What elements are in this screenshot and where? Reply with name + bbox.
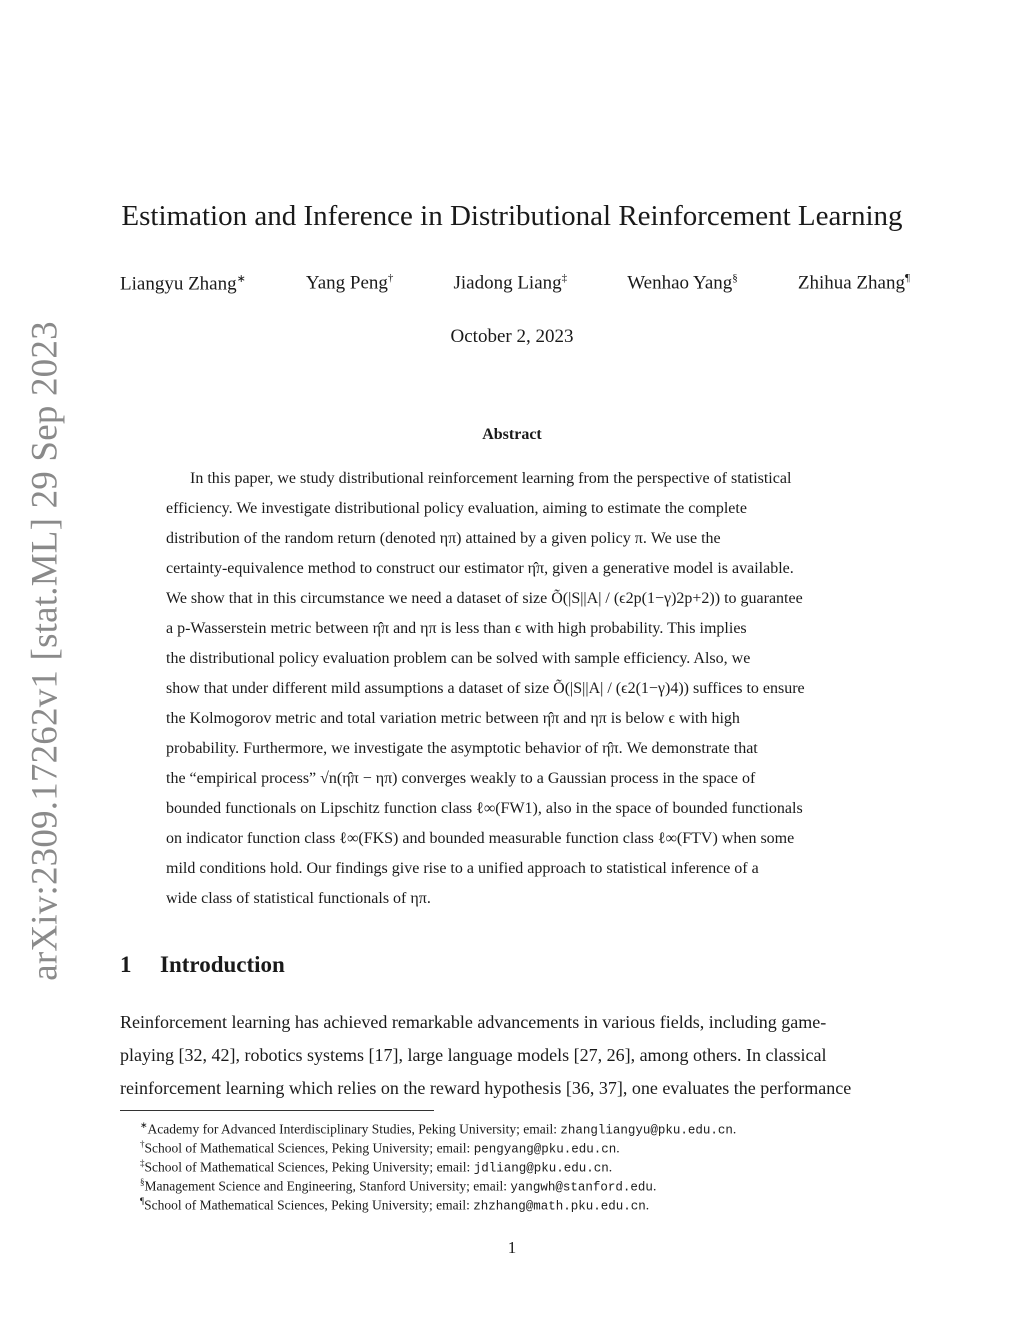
email-link[interactable]: jdliang@pku.edu.cn — [473, 1161, 609, 1176]
abstract-line: In this paper, we study distributional reinforcement learning from the perspective of statistical — [190, 470, 792, 487]
email-link[interactable]: zhzhang@math.pku.edu.cn — [473, 1199, 646, 1214]
abstract-line: bounded functionals on Lipschitz function class ℓ∞(FW1), also in the space of bounded functionals — [166, 800, 803, 817]
intro-body — [120, 1006, 906, 1105]
abstract-line: efficiency. We investigate distributional policy evaluation, aiming to estimate the complete — [166, 500, 747, 517]
abstract-line: certainty-equivalence method to construct our estimator η̂π, given a generative model is available. — [166, 560, 794, 577]
footnote-rule — [120, 1110, 434, 1111]
abstract-line: the distributional policy evaluation problem can be solved with sample efficiency. Also, we — [166, 650, 751, 667]
footnote: ∗Academy for Advanced Interdisciplinary Studies, Peking University; email: zhangliangyu@pku.edu.cn. — [140, 1120, 737, 1138]
abstract-line: wide class of statistical functionals of ηπ. — [166, 890, 431, 907]
footnote: ¶School of Mathematical Sciences, Peking University; email: zhzhang@math.pku.edu.cn. — [140, 1196, 650, 1214]
paper-date: October 2, 2023 — [450, 326, 574, 347]
footnote: †School of Mathematical Sciences, Peking University; email: pengyang@pku.edu.cn. — [140, 1139, 620, 1157]
author: Yang Peng† — [305, 272, 394, 294]
abstract-line: a p-Wasserstein metric between η̂π and ηπ is less than ϵ with high probability. This implies — [166, 620, 747, 637]
abstract-line: the Kolmogorov metric and total variation metric between η̂π and ηπ is below ϵ with high — [166, 710, 740, 727]
email-link[interactable]: zhangliangyu@pku.edu.cn — [560, 1123, 733, 1138]
intro-line: Reinforcement learning has achieved remarkable advancements in various fields, including game- — [120, 1012, 827, 1032]
abstract-line: show that under different mild assumptions a dataset of size Õ(|S||A| / (ϵ2(1−γ)4)) suffices to ensure — [166, 680, 805, 697]
page-number: 1 — [507, 1238, 517, 1257]
author: Wenhao Yang§ — [627, 272, 738, 294]
email-link[interactable]: yangwh@stanford.edu — [510, 1180, 653, 1195]
intro-line: reinforcement learning which relies on the reward hypothesis [36, 37], one evaluates the performance — [120, 1078, 852, 1098]
section-number: 1 — [120, 952, 132, 977]
intro-line: playing [32, 42], robotics systems [17], large language models [27, 26], among others. In classical — [120, 1045, 827, 1065]
arxiv-id-text: arXiv:2309.17262v1 [stat.ML] 29 Sep 2023 — [24, 321, 66, 981]
author-list — [120, 272, 910, 295]
author: Jiadong Liang‡ — [453, 272, 568, 294]
abstract-line: probability. Furthermore, we investigate the asymptotic behavior of η̂π. We demonstrate that — [166, 740, 758, 757]
abstract-line: We show that in this circumstance we need a dataset of size Õ(|S||A| / (ϵ2p(1−γ)2p+2)) to guarantee — [166, 590, 803, 607]
section-title: Introduction — [160, 952, 285, 977]
abstract-line: distribution of the random return (denoted ηπ) attained by a given policy π. We use the — [166, 530, 721, 547]
email-link[interactable]: pengyang@pku.edu.cn — [473, 1142, 617, 1157]
footnote: ‡School of Mathematical Sciences, Peking University; email: jdliang@pku.edu.cn. — [140, 1158, 613, 1176]
section-heading — [120, 952, 285, 978]
author: Liangyu Zhang∗ — [120, 273, 246, 295]
footnote: §Management Science and Engineering, Stanford University; email: yangwh@stanford.edu. — [140, 1177, 657, 1195]
abstract-heading: Abstract — [482, 426, 542, 443]
abstract-line: the “empirical process” √n(η̂π − ηπ) converges weakly to a Gaussian process in the space of — [166, 770, 756, 787]
abstract-body — [166, 464, 858, 914]
abstract-line: on indicator function class ℓ∞(FKS) and bounded measurable function class ℓ∞(FTV) when some — [166, 830, 795, 847]
paper-title: Estimation and Inference in Distributional Reinforcement Learning — [121, 200, 903, 232]
footnotes — [140, 1116, 920, 1214]
abstract-line: mild conditions hold. Our findings give rise to a unified approach to statistical inference of a — [166, 860, 759, 877]
author: Zhihua Zhang¶ — [797, 272, 910, 294]
